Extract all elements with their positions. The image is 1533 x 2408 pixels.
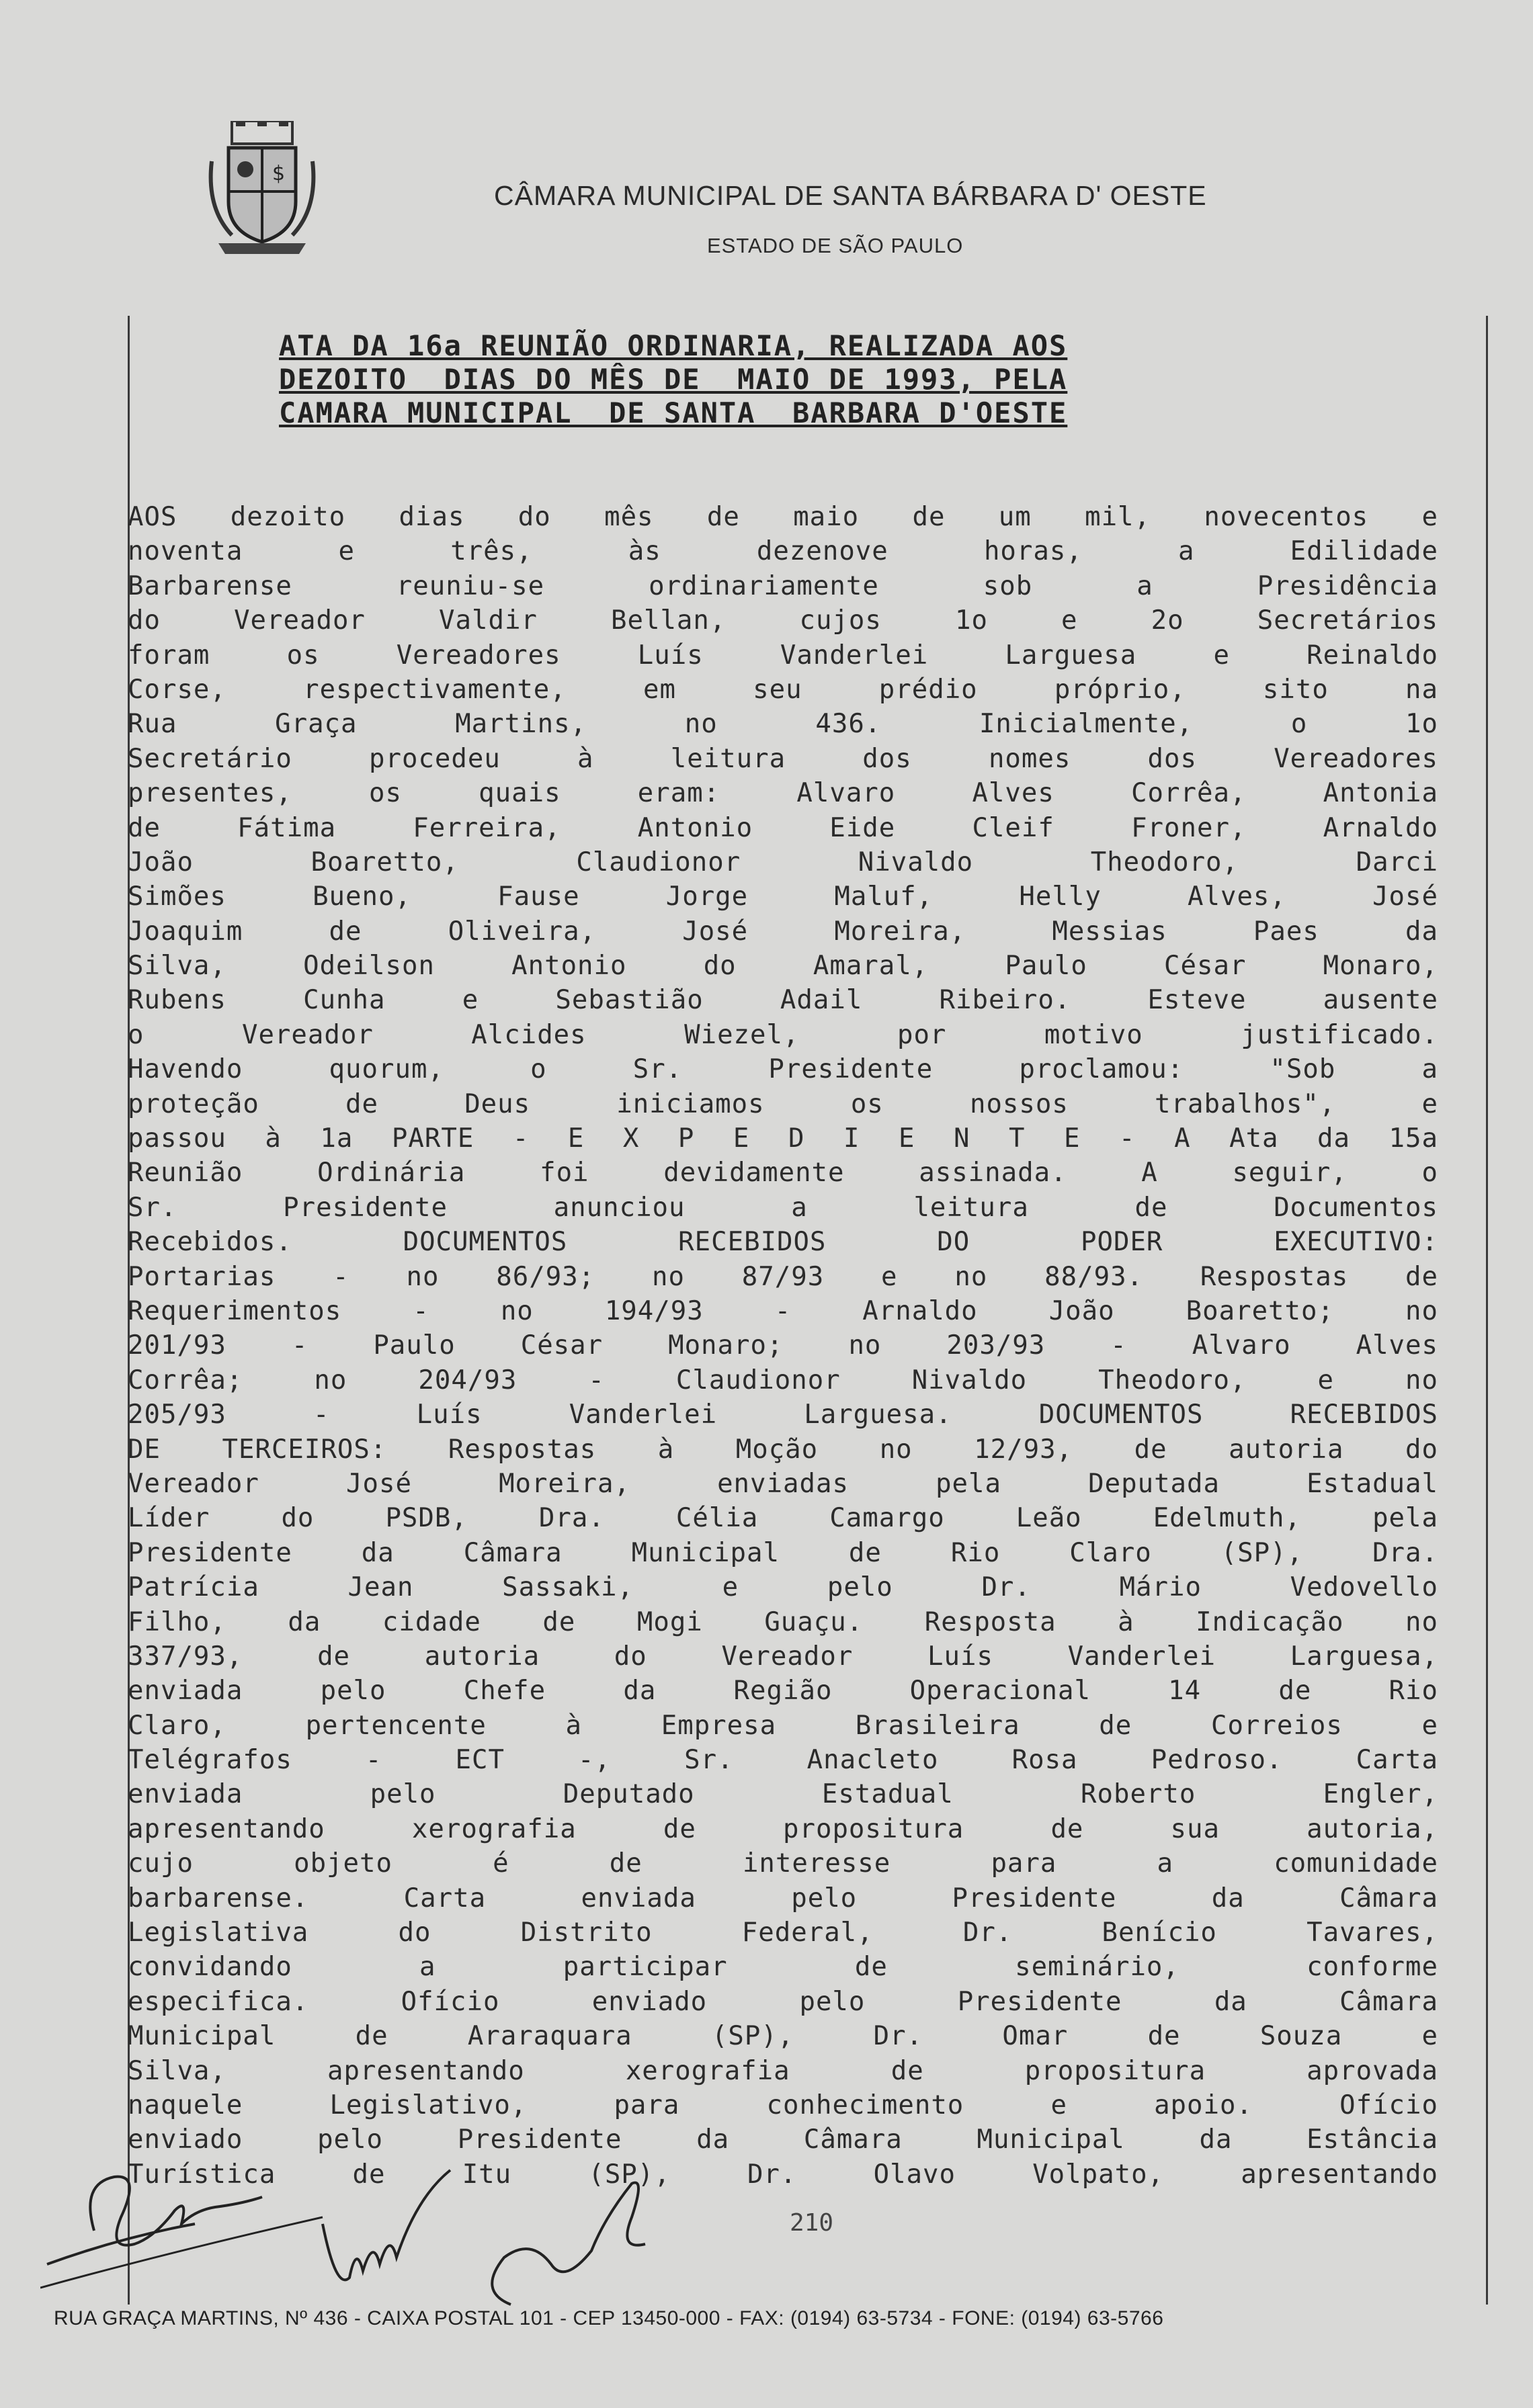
body-line: Joaquim de Oliveira, José Moreira, Messias Paes da xyxy=(128,916,1438,947)
body-line: Recebidos. DOCUMENTOS RECEBIDOS DO PODER EXECUTIVO: xyxy=(128,1227,1438,1258)
municipal-crest-logo xyxy=(205,121,319,255)
body-line: Havendo quorum, o Sr. Presidente proclamou: "Sob a xyxy=(128,1054,1438,1085)
body-line: Rubens Cunha e Sebastião Adail Ribeiro. Esteve ausente xyxy=(128,985,1438,1016)
body-line: Requerimentos - no 194/93 - Arnaldo João Boaretto; no xyxy=(128,1295,1438,1326)
body-line: Silva, Odeilson Antonio do Amaral, Paulo César Monaro, xyxy=(128,951,1438,982)
footer-address: RUA GRAÇA MARTINS, Nº 436 - CAIXA POSTAL 101 - CEP 13450-000 - FAX: (0194) 63-5734 - FONE: (0194) 63-5766 xyxy=(54,2307,1164,2329)
page-number: 210 xyxy=(790,2209,834,2237)
council-name-header: CÂMARA MUNICIPAL DE SANTA BÁRBARA D' OESTE xyxy=(494,180,1207,211)
body-line: cujo objeto é de interesse para a comunidade xyxy=(128,1848,1438,1879)
body-line: convidando a participar de seminário, conforme xyxy=(128,1952,1438,1983)
body-line: Filho, da cidade de Mogi Guaçu. Resposta à Indicação no xyxy=(128,1606,1438,1637)
body-line: o Vereador Alcides Wiezel, por motivo justificado. xyxy=(128,1019,1438,1050)
body-line: Vereador José Moreira, enviadas pela Deputada Estadual xyxy=(128,1468,1438,1499)
body-line: Patrícia Jean Sassaki, e pelo Dr. Mário Vedovello xyxy=(128,1572,1438,1603)
body-line: presentes, os quais eram: Alvaro Alves Corrêa, Antonia xyxy=(128,778,1438,809)
body-line: apresentando xerografia de propositura de sua autoria, xyxy=(128,1813,1438,1844)
body-line: 337/93, de autoria do Vereador Luís Vanderlei Larguesa, xyxy=(128,1641,1438,1672)
body-line: Legislativa do Distrito Federal, Dr. Benício Tavares, xyxy=(128,1918,1438,1948)
body-line: passou à 1a PARTE - E X P E D I E N T E - A Ata da 15a xyxy=(128,1123,1438,1154)
body-line: Líder do PSDB, Dra. Célia Camargo Leão Edelmuth, pela xyxy=(128,1503,1438,1534)
body-line: 201/93 - Paulo César Monaro; no 203/93 - Alvaro Alves xyxy=(128,1330,1438,1361)
body-line: enviada pelo Deputado Estadual Roberto Engler, xyxy=(128,1779,1438,1810)
body-line: 205/93 - Luís Vanderlei Larguesa. DOCUMENTOS RECEBIDOS xyxy=(128,1400,1438,1430)
body-line: Rua Graça Martins, no 436. Inicialmente, o 1o xyxy=(128,709,1438,740)
right-margin-rule xyxy=(1486,316,1488,2305)
title-line: CAMARA MUNICIPAL DE SANTA BARBARA D'OESTE xyxy=(279,396,1068,429)
body-line: enviado pelo Presidente da Câmara Municipal da Estância xyxy=(128,2124,1438,2155)
body-line: Claro, pertencente à Empresa Brasileira de Correios e xyxy=(128,1710,1438,1741)
minutes-body xyxy=(128,500,1438,2192)
body-line: Municipal de Araraquara (SP), Dr. Omar de Souza e xyxy=(128,2021,1438,2052)
body-line: Portarias - no 86/93; no 87/93 e no 88/93. Respostas de xyxy=(128,1261,1438,1292)
body-line: Presidente da Câmara Municipal de Rio Claro (SP), Dra. xyxy=(128,1537,1438,1568)
title-line: ATA DA 16a REUNIÃO ORDINARIA, REALIZADA AOS xyxy=(279,329,1068,362)
body-line: Barbarense reuniu-se ordinariamente sob a Presidência xyxy=(128,570,1438,601)
body-line: enviada pelo Chefe da Região Operacional 14 de Rio xyxy=(128,1676,1438,1707)
body-line: Corrêa; no 204/93 - Claudionor Nivaldo Theodoro, e no xyxy=(128,1365,1438,1395)
body-line: Corse, respectivamente, em seu prédio próprio, sito na xyxy=(128,674,1438,705)
body-line: Secretário procedeu à leitura dos nomes dos Vereadores xyxy=(128,743,1438,774)
body-line: de Fátima Ferreira, Antonio Eide Cleif Froner, Arnaldo xyxy=(128,812,1438,843)
body-line: Silva, apresentando xerografia de propositura aprovada xyxy=(128,2055,1438,2086)
body-line: do Vereador Valdir Bellan, cujos 1o e 2o Secretários xyxy=(128,605,1438,636)
body-line: Reunião Ordinária foi devidamente assinada. A seguir, o xyxy=(128,1158,1438,1189)
body-line: Turística de Itu (SP), Dr. Olavo Volpato, apresentando xyxy=(128,2159,1438,2190)
body-line: AOS dezoito dias do mês de maio de um mil, novecentos e xyxy=(128,502,1438,532)
body-line: DE TERCEIROS: Respostas à Moção no 12/93, de autoria do xyxy=(128,1434,1438,1465)
body-line: proteção de Deus iniciamos os nossos trabalhos", e xyxy=(128,1088,1438,1119)
body-line: noventa e três, às dezenove horas, a Edilidade xyxy=(128,536,1438,567)
handwritten-signatures xyxy=(40,2143,679,2318)
body-line: especifica. Ofício enviado pelo Presidente da Câmara xyxy=(128,1986,1438,2017)
body-line: Telégrafos - ECT -, Sr. Anacleto Rosa Pedroso. Carta xyxy=(128,1745,1438,1776)
body-line: foram os Vereadores Luís Vanderlei Larguesa e Reinaldo xyxy=(128,640,1438,671)
body-line: naquele Legislativo, para conhecimento e apoio. Ofício xyxy=(128,2090,1438,2120)
body-line: Simões Bueno, Fause Jorge Maluf, Helly Alves, José xyxy=(128,882,1438,912)
minutes-title xyxy=(279,329,1317,430)
title-line: DEZOITO DIAS DO MÊS DE MAIO DE 1993, PELA xyxy=(279,363,1068,396)
svg-text:$: $ xyxy=(272,162,286,185)
body-line: barbarense. Carta enviada pelo Presidente da Câmara xyxy=(128,1883,1438,1914)
state-subheader: ESTADO DE SÃO PAULO xyxy=(707,234,964,257)
body-line: João Boaretto, Claudionor Nivaldo Theodoro, Darci xyxy=(128,847,1438,877)
body-line: Sr. Presidente anunciou a leitura de Documentos xyxy=(128,1192,1438,1223)
